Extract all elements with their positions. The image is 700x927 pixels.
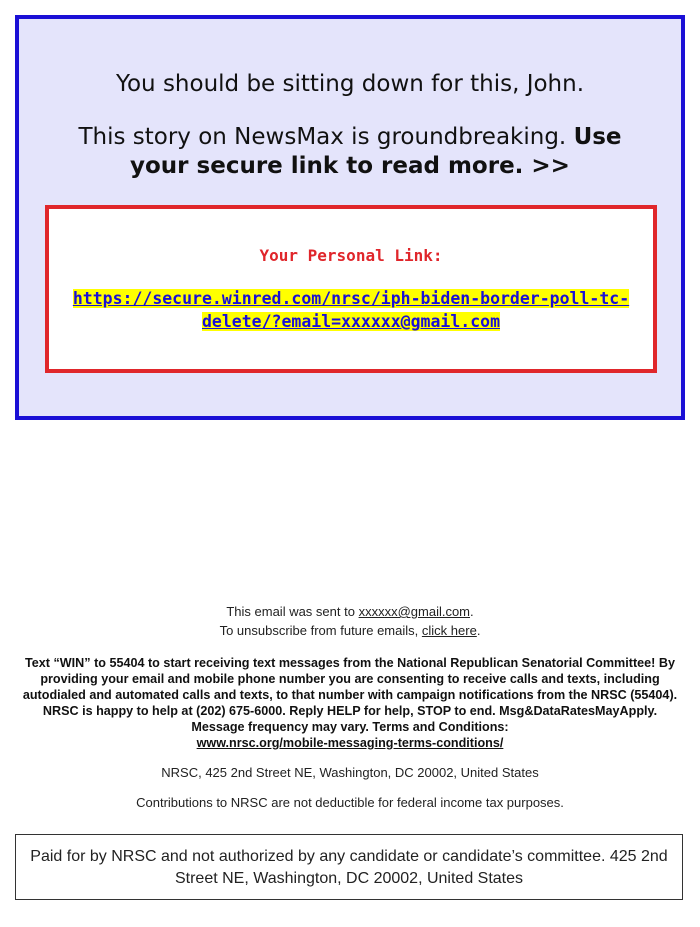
- footer-sent-info: [20, 602, 680, 640]
- sms-disclaimer-text: Text “WIN” to 55404 to start receiving text messages from the National Republican Senatorial Committee! By providing your email and mobile phone number you are consenting to receive calls and texts, including autodialed and automated calls and texts, to that number with campaign notifications from the NRSC (55404). NRSC is happy to help at (202) 675-6000. Reply HELP for help, STOP to end. Msg&DataRatesMayApply. Message frequency may vary. Terms and Conditions:: [22, 656, 678, 734]
- personal-link-box: [45, 205, 657, 373]
- terms-conditions-link[interactable]: www.nrsc.org/mobile-messaging-terms-conditions/: [196, 736, 504, 750]
- paid-for-disclaimer: Paid for by NRSC and not authorized by any candidate or candidate’s committee. 425 2nd Street NE, Washington, DC 20002, United States: [15, 834, 683, 900]
- sent-to-prefix: This email was sent to: [226, 604, 355, 619]
- unsubscribe-line: [20, 621, 680, 640]
- unsubscribe-prefix: To unsubscribe from future emails,: [219, 623, 419, 638]
- promo-box: [15, 15, 685, 420]
- sent-to-suffix: .: [470, 604, 474, 619]
- unsubscribe-suffix: .: [476, 623, 481, 638]
- recipient-email-link[interactable]: xxxxxx@gmail.com: [358, 604, 471, 619]
- story-cta[interactable]: Use your secure link to read more. >>: [130, 124, 622, 179]
- story-text: [49, 123, 651, 181]
- mailing-address: NRSC, 425 2nd Street NE, Washington, DC 20002, United States: [161, 765, 539, 780]
- greeting-text: You should be sitting down for this, John.: [115, 71, 585, 97]
- personal-link-label: Your Personal Link:: [259, 246, 443, 265]
- story-plain: This story on NewsMax is groundbreaking.: [78, 124, 567, 150]
- personal-link-url[interactable]: [69, 287, 633, 333]
- sent-to-line: [20, 602, 680, 621]
- tax-disclaimer: Contributions to NRSC are not deductible for federal income tax purposes.: [136, 795, 564, 810]
- unsubscribe-link[interactable]: click here: [421, 623, 477, 638]
- sms-disclaimer: [20, 655, 680, 751]
- personal-link-text[interactable]: https://secure.winred.com/nrsc/iph-biden-border-poll-tc-delete/?email=xxxxxx@gmail.com: [72, 289, 630, 331]
